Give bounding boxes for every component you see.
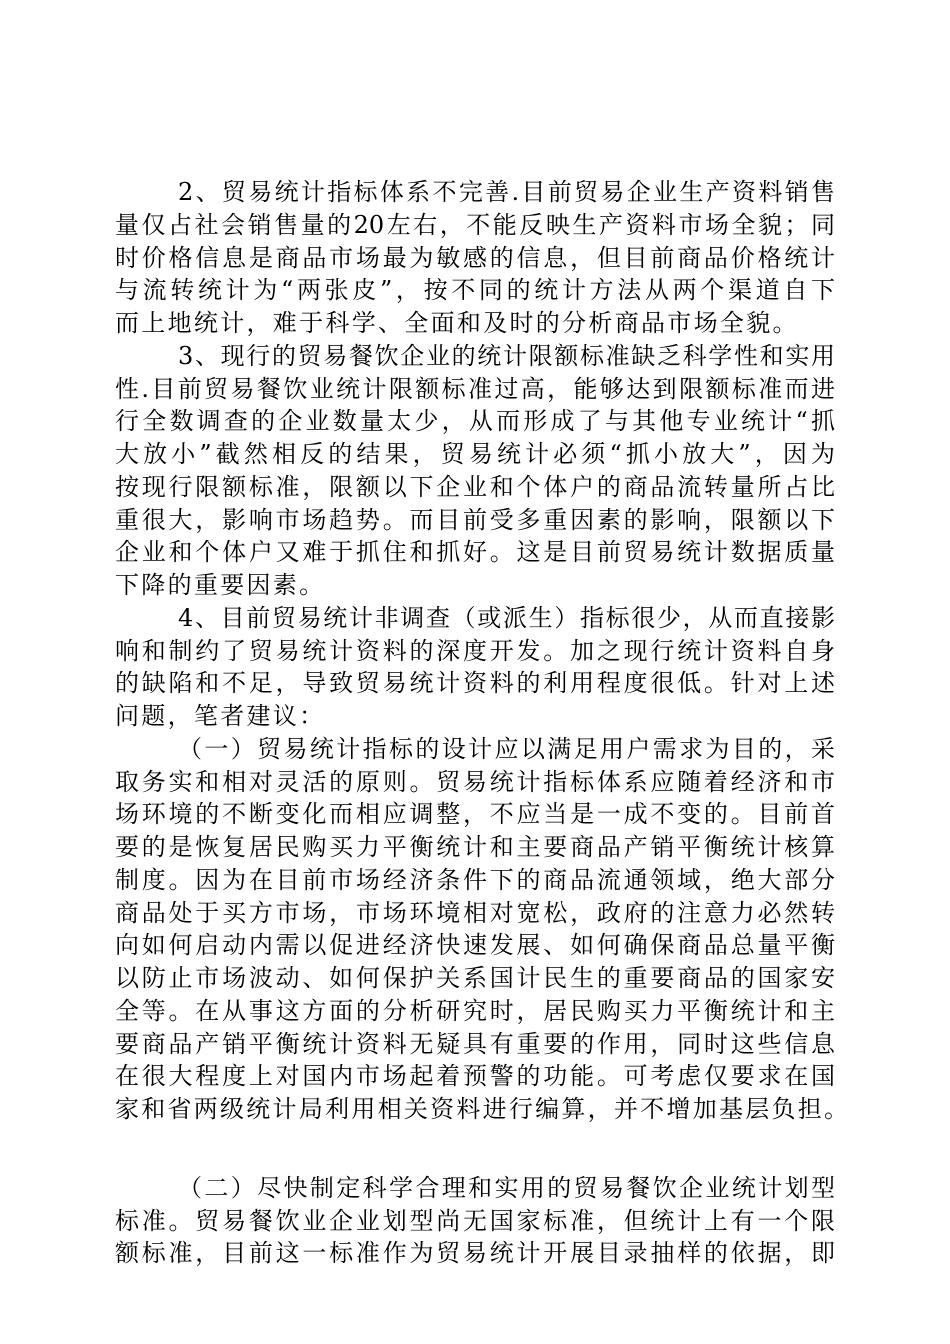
text-line: 家和省两级统计局利用相关资料进行编算，并不增加基层负担。	[115, 1095, 848, 1123]
paragraph-point-4	[115, 602, 855, 733]
text-line: 标准。贸易餐饮业企业划型尚无国家标准，但统计上有一个限	[115, 1206, 835, 1235]
paragraph-suggestion-1	[115, 733, 855, 1126]
text-line: 大放小”截然相反的结果，贸易统计必须“抓小放大”，因为	[115, 440, 835, 468]
document-body	[115, 176, 855, 1270]
text-line: 4、目前贸易统计非调查（或派生）指标很少，从而直接影	[178, 603, 835, 632]
text-line: 量仅占社会销售量的20左右，不能反映生产资料市场全貌；同	[115, 210, 835, 239]
text-line: 下降的重要因素。	[115, 571, 326, 599]
paragraph-point-2	[115, 176, 855, 340]
text-line: 响和制约了贸易统计资料的深度开发。加之现行统计资料自身	[115, 636, 835, 665]
text-line: 3、现行的贸易餐饮企业的统计限额标准缺乏科学性和实用	[178, 341, 835, 370]
text-line: （二）尽快制定科学合理和实用的贸易餐饮企业统计划型	[178, 1173, 835, 1202]
paragraph-suggestion-2	[115, 1172, 855, 1270]
text-line: 而上地统计，难于科学、全面和及时的分析商品市场全貌。	[115, 309, 799, 337]
text-line: 以防止市场波动、如何保护关系国计民生的重要商品的国家安	[115, 964, 835, 992]
text-line: 与流转统计为“两张皮”，按不同的统计方法从两个渠道自下	[115, 276, 835, 305]
text-line: （一）贸易统计指标的设计应以满足用户需求为目的，采	[178, 734, 835, 763]
text-line: 在很大程度上对国内市场起着预警的功能。可考虑仅要求在国	[115, 1062, 835, 1091]
text-line: 行全数调查的企业数量太少，从而形成了与其他专业统计“抓	[115, 407, 835, 436]
text-line: 时价格信息是商品市场最为敏感的信息，但目前商品价格统计	[115, 243, 835, 272]
text-line: 2、贸易统计指标体系不完善.目前贸易企业生产资料销售	[178, 178, 835, 206]
text-line: 企业和个体户又难于抓住和抓好。这是目前贸易统计数据质量	[115, 538, 835, 567]
text-line: 性.目前贸易餐饮业统计限额标准过高，能够达到限额标准而进	[115, 374, 835, 403]
text-line: 额标准，目前这一标准作为贸易统计开展目录抽样的依据，即	[115, 1239, 835, 1268]
text-line: 全等。在从事这方面的分析研究时，居民购买力平衡统计和主	[115, 996, 835, 1025]
paragraph-point-3	[115, 340, 855, 602]
text-line: 场环境的不断变化而相应调整，不应当是一成不变的。目前首	[115, 800, 835, 829]
text-line: 向如何启动内需以促进经济快速发展、如何确保商品总量平衡	[115, 931, 835, 960]
text-line: 商品处于买方市场，市场环境相对宽松，政府的注意力必然转	[115, 898, 835, 927]
text-line: 重很大，影响市场趋势。而目前受多重因素的影响，限额以下	[115, 505, 835, 534]
text-line: 要的是恢复居民购买力平衡统计和主要商品产销平衡统计核算	[115, 833, 835, 861]
text-line: 制度。因为在目前市场经济条件下的商品流通领域，绝大部分	[115, 865, 835, 894]
text-line: 要商品产销平衡统计资料无疑具有重要的作用，同时这些信息	[115, 1029, 835, 1058]
text-line: 取务实和相对灵活的原则。贸易统计指标体系应随着经济和市	[115, 767, 835, 796]
text-line: 的缺陷和不足，导致贸易统计资料的利用程度很低。针对上述	[115, 669, 835, 698]
text-line: 按现行限额标准，限额以下企业和个体户的商品流转量所占比	[115, 472, 835, 501]
text-line: 问题，笔者建议：	[115, 702, 326, 730]
